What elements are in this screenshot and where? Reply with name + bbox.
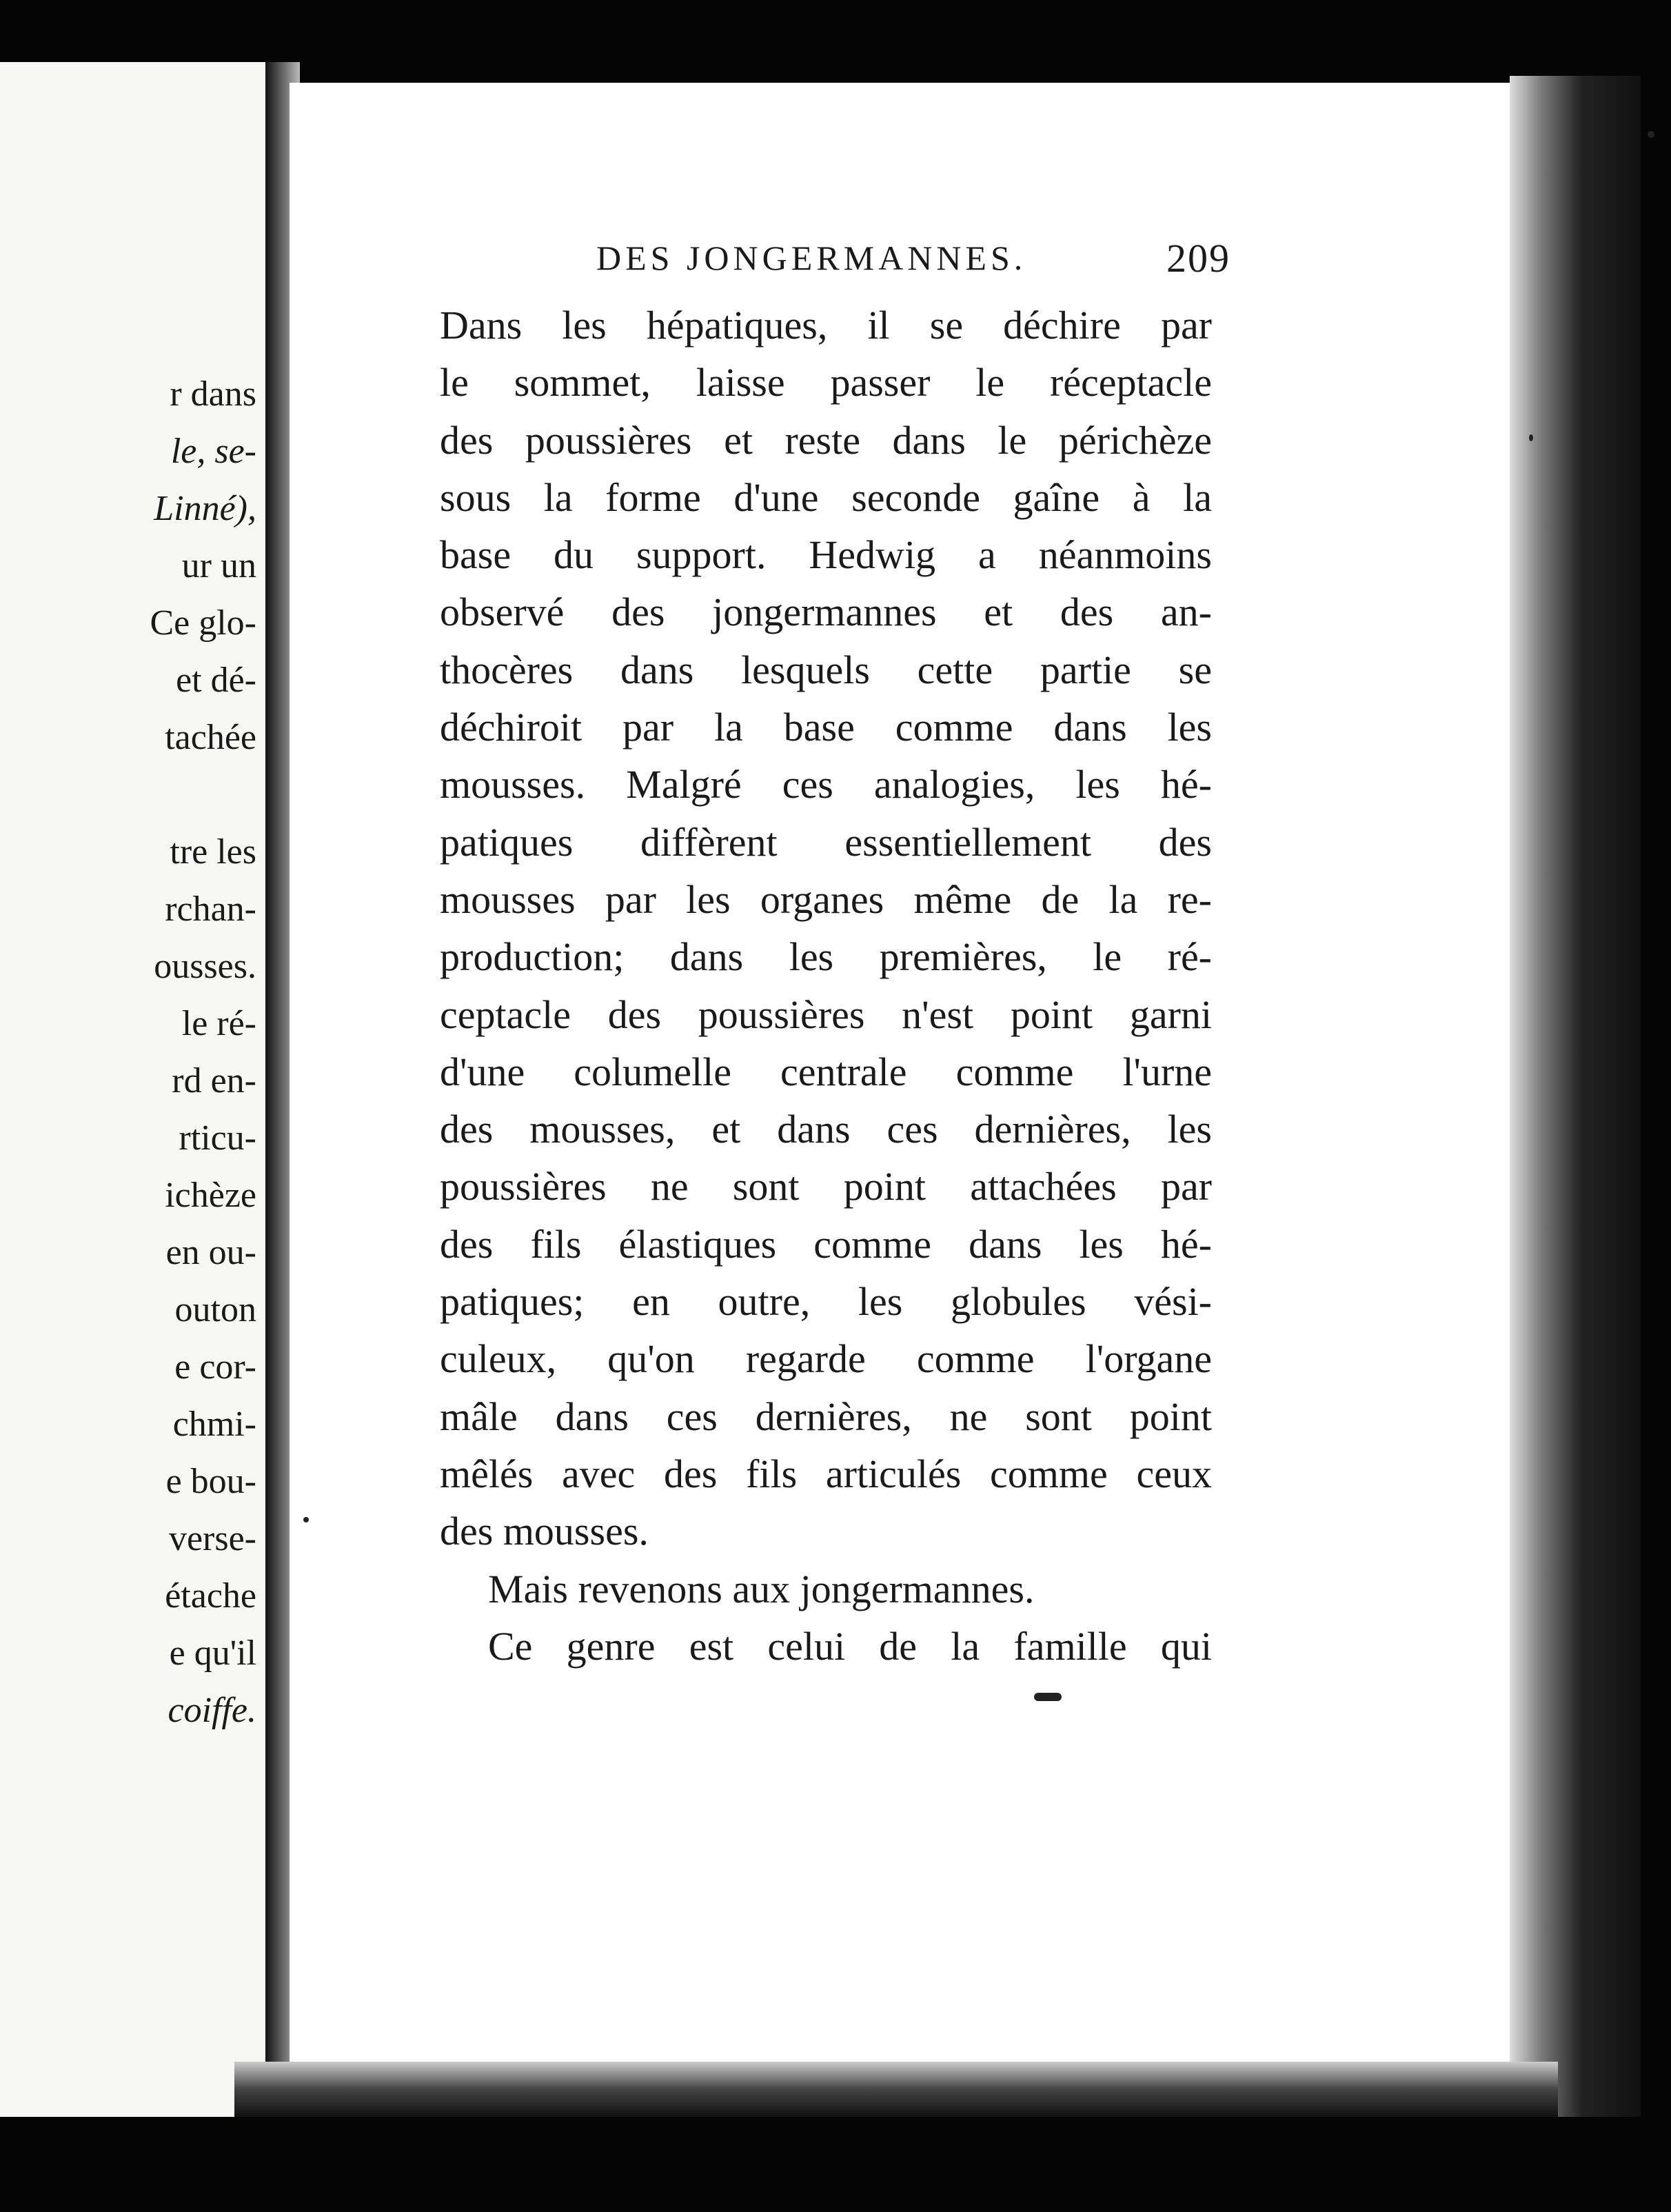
text-line: patiques; en outre, les globules vési- bbox=[440, 1279, 1212, 1325]
ink-speck bbox=[1529, 434, 1533, 441]
text-line: base du support. Hedwig a néanmoins bbox=[440, 532, 1212, 578]
text-line: culeux, qu'on regarde comme l'organe bbox=[440, 1336, 1212, 1382]
left-line: e bou- bbox=[165, 1462, 256, 1501]
left-line: chmi- bbox=[172, 1405, 256, 1444]
text-line: patiques diffèrent essentiellement des bbox=[440, 819, 1212, 865]
left-line: tre les bbox=[170, 832, 256, 872]
text-line: des mousses, et dans ces dernières, les bbox=[440, 1107, 1212, 1152]
text-line: Mais revenons aux jongermannes. bbox=[488, 1566, 1035, 1611]
text-line: observé des jongermannes et des an- bbox=[440, 590, 1212, 635]
text-line: Dans les hépatiques, il se déchire par bbox=[440, 303, 1212, 348]
page-number: 209 bbox=[1166, 236, 1231, 281]
left-line: ur un bbox=[181, 546, 256, 585]
left-line: outon bbox=[174, 1290, 256, 1329]
text-line: thocères dans lesquels cette partie se bbox=[440, 647, 1212, 692]
signature-mark bbox=[1034, 1693, 1062, 1701]
left-line: e cor- bbox=[174, 1347, 256, 1387]
running-head bbox=[596, 238, 1231, 293]
text-line: mousses par les organes même de la re- bbox=[440, 876, 1212, 922]
text-line: ceptacle des poussières n'est point garni bbox=[440, 992, 1212, 1037]
page-edge-shadow bbox=[1510, 76, 1641, 2117]
text-line: des mousses. bbox=[440, 1509, 649, 1554]
text-line: mêlés avec des fils articulés comme ceux bbox=[440, 1451, 1212, 1496]
ink-speck bbox=[1648, 131, 1654, 138]
left-line: coiffe. bbox=[168, 1691, 256, 1730]
text-line: d'une columelle centrale comme l'urne bbox=[440, 1049, 1212, 1094]
left-page-text bbox=[0, 365, 256, 1739]
left-line: Ce glo- bbox=[150, 603, 256, 643]
running-head-title: DES JONGERMANNES. bbox=[596, 239, 1027, 277]
left-line: le ré- bbox=[181, 1004, 256, 1043]
text-line: mousses. Malgré ces analogies, les hé- bbox=[440, 762, 1212, 807]
left-line: tachée bbox=[165, 718, 256, 757]
left-line: ichèze bbox=[165, 1176, 256, 1215]
text-line: Ce genre est celui de la famille qui bbox=[488, 1623, 1212, 1669]
text-line: des poussières et reste dans le périchèze bbox=[440, 417, 1212, 463]
left-line: en ou- bbox=[165, 1233, 256, 1272]
page-bottom-edge bbox=[234, 2062, 1558, 2117]
left-line: rd en- bbox=[172, 1061, 256, 1100]
text-line: mâle dans ces dernières, ne sont point bbox=[440, 1394, 1212, 1439]
page-body-text bbox=[440, 296, 1212, 1675]
left-line: et dé- bbox=[176, 661, 256, 700]
left-line: le, se- bbox=[170, 432, 256, 471]
left-line: ousses. bbox=[154, 947, 256, 986]
left-line: rticu- bbox=[179, 1118, 256, 1158]
text-line: le sommet, laisse passer le réceptacle bbox=[440, 360, 1212, 405]
text-line: sous la forme d'une seconde gaîne à la bbox=[440, 474, 1212, 520]
left-page bbox=[0, 62, 270, 2117]
left-line: Linné), bbox=[154, 489, 256, 528]
left-line: e qu'il bbox=[169, 1633, 256, 1673]
left-line: rchan- bbox=[165, 889, 256, 929]
left-line: r dans bbox=[170, 374, 256, 414]
left-line: étache bbox=[165, 1576, 256, 1616]
left-line: verse- bbox=[168, 1519, 256, 1558]
ink-speck bbox=[303, 1517, 309, 1522]
text-line: déchiroit par la base comme dans les bbox=[440, 705, 1212, 750]
text-line: poussières ne sont point attachées par bbox=[440, 1164, 1212, 1209]
text-line: des fils élastiques comme dans les hé- bbox=[440, 1221, 1212, 1267]
text-line: production; dans les premières, le ré- bbox=[440, 934, 1212, 980]
